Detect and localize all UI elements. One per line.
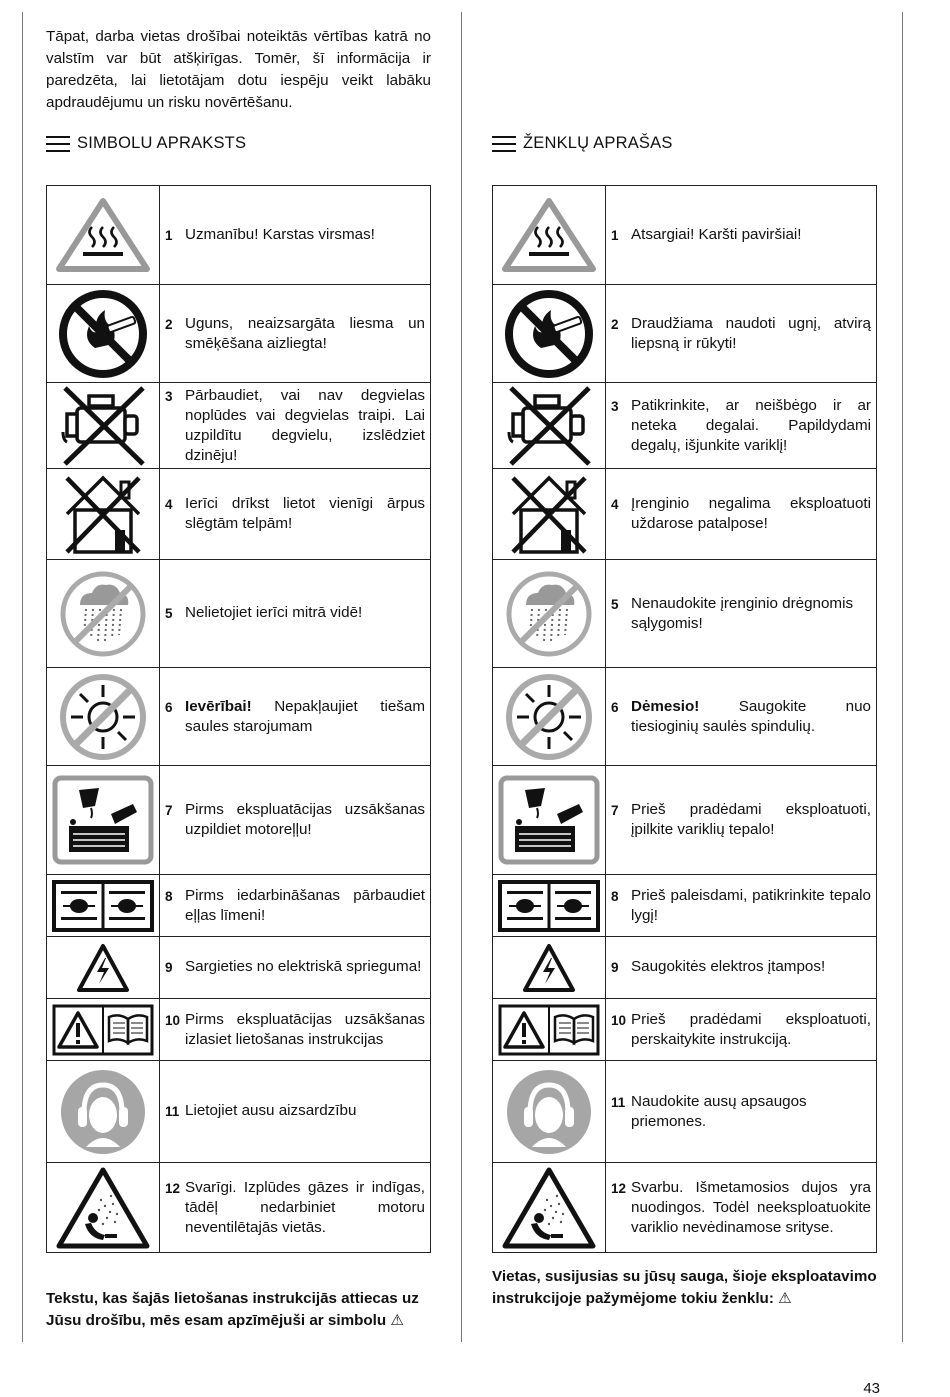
symbol-text: Saugokitės elektros įtampos! [631, 958, 826, 975]
symbol-text: Naudokite ausų apsaugos priemones. [631, 1092, 807, 1130]
symbol-number: 2 [611, 316, 619, 332]
symbol-emphasis: Ievērībai! [185, 697, 252, 715]
symbol-description [631, 594, 871, 634]
symbol-description [631, 1092, 871, 1132]
symbol-number: 2 [165, 316, 173, 332]
symbol-icon-cell [47, 766, 160, 875]
indoor-prohibited-icon [493, 472, 605, 556]
symbol-text-cell [160, 1163, 431, 1253]
symbol-description [185, 225, 425, 245]
symbol-text-cell [606, 875, 877, 937]
symbol-description [185, 386, 425, 466]
intro-paragraph: Tāpat, darba vietas drošībai noteiktās vērtības katrā no valstīm var būt atšķirīgas. Tomēr, šī informācija ir paredzēta, lai lietotājam dotu iespēju veikt labāku apdraudējumu un risku novērtēšanu. [46, 28, 431, 111]
no-wet-icon [493, 569, 605, 659]
symbol-text-cell [160, 383, 431, 469]
symbol-number: 11 [611, 1094, 626, 1110]
electric-hazard-icon [493, 942, 605, 994]
safety-note: Vietas, susijusias su jūsų sauga, šioje eksploatavimo instrukcijoje pažymėjome tokiu ženklu: ⚠ [492, 1268, 877, 1307]
symbol-number: 5 [611, 596, 619, 612]
symbol-icon-cell [493, 875, 606, 937]
symbol-text: Sargieties no elektriskā sprieguma! [185, 958, 422, 975]
symbol-row [493, 285, 877, 383]
symbol-text-cell [606, 1163, 877, 1253]
symbol-icon-cell [47, 875, 160, 937]
menu-lines-icon [46, 136, 70, 152]
symbol-row [493, 1061, 877, 1163]
symbol-number: 8 [611, 888, 619, 904]
symbol-number: 7 [611, 803, 619, 818]
symbol-icon-cell [493, 1061, 606, 1163]
symbol-text-cell [160, 560, 431, 668]
symbol-text-cell [606, 1061, 877, 1163]
symbol-text: Svarbu. Išmetamosios dujos yra nuodingos. Todėl neeksploatuokite variklio nevėdinamose srityse. [631, 1178, 871, 1236]
symbol-text-cell [160, 668, 431, 766]
symbol-number: 1 [611, 227, 619, 243]
symbol-text-cell [606, 560, 877, 668]
symbol-icon-cell [47, 937, 160, 999]
symbol-text: Ierīci drīkst lietot vienīgi ārpus slēgtām telpām! [185, 495, 425, 532]
symbol-icon-cell [47, 186, 160, 285]
symbol-description [631, 886, 871, 926]
section-heading-label: SIMBOLU APRAKSTS [77, 134, 247, 152]
symbol-text: Uguns, neaizsargāta liesma un smēķēšana aizliegta! [185, 314, 425, 352]
fuel-leak-icon [47, 384, 159, 468]
page-number: 43 [863, 1380, 880, 1397]
symbol-text-cell [160, 1061, 431, 1163]
symbol-text: Prieš pradėdami eksploatuoti, perskaitykite instrukciją. [631, 1010, 871, 1048]
symbol-text: Prieš paleisdami, patikrinkite tepalo lygį! [631, 886, 871, 924]
symbol-text-cell [160, 937, 431, 999]
symbol-row [47, 285, 431, 383]
electric-hazard-icon [47, 942, 159, 994]
symbol-row [493, 383, 877, 469]
symbol-icon-cell [493, 469, 606, 560]
symbol-description [185, 1101, 425, 1121]
symbol-number: 6 [611, 699, 619, 715]
symbol-icon-cell [47, 1061, 160, 1163]
symbol-text-cell [160, 875, 431, 937]
symbol-icon-cell [47, 560, 160, 668]
center-divider [461, 12, 462, 1342]
symbol-text: Patikrinkite, ar neišbėgo ir ar neteka degalai. Papildydami degalų, išjunkite variklį! [631, 396, 871, 454]
symbol-icon-cell [493, 186, 606, 285]
symbol-icon-cell [493, 668, 606, 766]
menu-lines-icon [492, 136, 516, 152]
symbol-row [47, 383, 431, 469]
fill-oil-icon [493, 774, 605, 866]
symbol-number: 8 [165, 888, 173, 904]
ear-protection-icon [47, 1067, 159, 1157]
symbol-description [185, 494, 425, 534]
symbol-text-cell [160, 285, 431, 383]
symbol-row [493, 999, 877, 1061]
symbol-icon-cell [493, 937, 606, 999]
symbol-description [185, 697, 425, 737]
symbol-row [493, 668, 877, 766]
symbol-text-cell [160, 469, 431, 560]
symbol-icon-cell [493, 560, 606, 668]
symbol-icon-cell [493, 383, 606, 469]
symbol-description [185, 1178, 425, 1238]
symbol-text-cell [160, 999, 431, 1061]
symbol-number: 12 [611, 1180, 627, 1196]
symbol-text: Nelietojiet ierīci mitrā vidē! [185, 604, 363, 621]
symbol-row [493, 766, 877, 875]
symbol-icon-cell [47, 668, 160, 766]
symbol-row [47, 560, 431, 668]
symbol-text: Atsargiai! Karšti paviršiai! [631, 225, 802, 243]
symbol-description [185, 1010, 425, 1050]
symbol-icon-cell [47, 469, 160, 560]
symbol-row [493, 560, 877, 668]
symbol-icon-cell [493, 999, 606, 1061]
symbol-description [631, 957, 871, 977]
symbol-row [47, 469, 431, 560]
hot-surface-icon [47, 197, 159, 273]
symbol-description [631, 494, 871, 534]
symbol-emphasis: Dėmesio! [631, 697, 700, 715]
oil-level-icon [47, 879, 159, 933]
symbol-text: Lietojiet ausu aizsardzību [185, 1102, 357, 1119]
symbol-description [631, 697, 871, 737]
symbol-number: 12 [165, 1180, 181, 1196]
symbol-text-cell [160, 186, 431, 285]
symbol-text: Svarīgi. Izplūdes gāzes ir indīgas, tādēļ nedarbiniet motoru neventilētajās vietās. [185, 1178, 425, 1236]
no-fire-icon [47, 288, 159, 380]
symbol-row [493, 937, 877, 999]
symbol-icon-cell [47, 285, 160, 383]
symbol-text-cell [606, 999, 877, 1061]
ear-protection-icon [493, 1067, 605, 1157]
section-heading-label: ŽENKLŲ APRAŠAS [523, 134, 673, 152]
symbol-text-cell [160, 766, 431, 875]
toxic-exhaust-icon [493, 1166, 605, 1250]
symbol-description [185, 886, 425, 926]
symbol-text-cell [606, 383, 877, 469]
symbol-number: 4 [611, 497, 619, 512]
symbol-number: 10 [611, 1012, 627, 1028]
symbol-description [185, 314, 425, 354]
symbol-icon-cell [47, 999, 160, 1061]
symbol-description [185, 957, 425, 977]
symbol-text: Įrenginio negalima eksploatuoti uždarose patalpose! [631, 495, 871, 532]
symbol-text: Uzmanību! Karstas virsmas! [185, 225, 375, 243]
left-margin-line [22, 12, 23, 1342]
oil-level-icon [493, 879, 605, 933]
symbol-table [492, 185, 877, 1253]
symbol-text-cell [606, 937, 877, 999]
symbol-text-cell [606, 186, 877, 285]
read-manual-icon [493, 1003, 605, 1057]
symbol-text-cell [606, 766, 877, 875]
right-margin-line [902, 12, 903, 1342]
symbol-row [47, 668, 431, 766]
symbol-number: 10 [165, 1012, 181, 1028]
symbol-text-cell [606, 668, 877, 766]
symbol-text: Nenaudokite įrenginio drėgnomis sąlygomis! [631, 594, 854, 632]
symbol-number: 11 [165, 1104, 180, 1119]
section-heading [492, 134, 673, 153]
symbol-row [493, 186, 877, 285]
fuel-leak-icon [493, 384, 605, 468]
toxic-exhaust-icon [47, 1166, 159, 1250]
symbol-text: Pirms ekspluatācijas uzsākšanas uzpildiet motoreļļu! [185, 801, 425, 838]
hot-surface-icon [493, 197, 605, 273]
symbol-number: 9 [611, 960, 619, 975]
symbol-icon-cell [493, 1163, 606, 1253]
symbol-row [493, 469, 877, 560]
symbol-row [47, 1163, 431, 1253]
symbol-number: 4 [165, 497, 173, 512]
no-sun-icon [493, 671, 605, 763]
symbol-number: 3 [165, 388, 173, 404]
symbol-description [631, 314, 871, 354]
no-wet-icon [47, 569, 159, 659]
symbol-text: Prieš pradėdami eksploatuoti, įpilkite variklių tepalo! [631, 801, 871, 838]
symbol-text: Saugokite nuo tiesioginių saulės spindulių. [631, 697, 871, 735]
safety-note: Tekstu, kas šajās lietošanas instrukcijās attiecas uz Jūsu drošību, mēs esam apzīmējuši ar simbolu ⚠ [46, 1290, 419, 1329]
symbol-row [47, 937, 431, 999]
symbol-description [631, 800, 871, 840]
symbol-row [493, 1163, 877, 1253]
symbol-row [47, 766, 431, 875]
symbol-icon-cell [47, 1163, 160, 1253]
symbol-text-cell [606, 285, 877, 383]
symbol-description [185, 603, 425, 623]
symbol-row [47, 186, 431, 285]
symbol-text: Pirms iedarbināšanas pārbaudiet eļļas līmeni! [185, 886, 425, 924]
symbol-table [46, 185, 431, 1253]
fill-oil-icon [47, 774, 159, 866]
section-heading [46, 134, 246, 153]
symbol-description [631, 1178, 871, 1238]
symbol-number: 6 [165, 699, 173, 715]
symbol-icon-cell [47, 383, 160, 469]
symbol-row [47, 1061, 431, 1163]
symbol-text-cell [606, 469, 877, 560]
no-sun-icon [47, 671, 159, 763]
symbol-text: Nepakļaujiet tiešam saules starojumam [185, 697, 425, 735]
symbol-number: 1 [165, 227, 173, 243]
indoor-prohibited-icon [47, 472, 159, 556]
read-manual-icon [47, 1003, 159, 1057]
symbol-number: 7 [165, 803, 173, 818]
symbol-number: 5 [165, 606, 173, 621]
symbol-icon-cell [493, 285, 606, 383]
symbol-text: Pārbaudiet, vai nav degvielas noplūdes vai degvielas traipi. Lai uzpildītu degvielu, izslēdziet dzinēju! [185, 386, 425, 464]
symbol-description [631, 396, 871, 456]
symbol-number: 9 [165, 960, 173, 975]
symbol-description [631, 1010, 871, 1050]
symbol-row [47, 999, 431, 1061]
symbol-row [47, 875, 431, 937]
symbol-text: Pirms ekspluatācijas uzsākšanas izlasiet lietošanas instrukcijas [185, 1010, 425, 1048]
symbol-icon-cell [493, 766, 606, 875]
symbol-number: 3 [611, 398, 619, 414]
symbol-text: Draudžiama naudoti ugnį, atvirą liepsną ir rūkyti! [631, 314, 871, 352]
symbol-description [185, 800, 425, 840]
no-fire-icon [493, 288, 605, 380]
symbol-description [631, 225, 871, 245]
symbol-row [493, 875, 877, 937]
